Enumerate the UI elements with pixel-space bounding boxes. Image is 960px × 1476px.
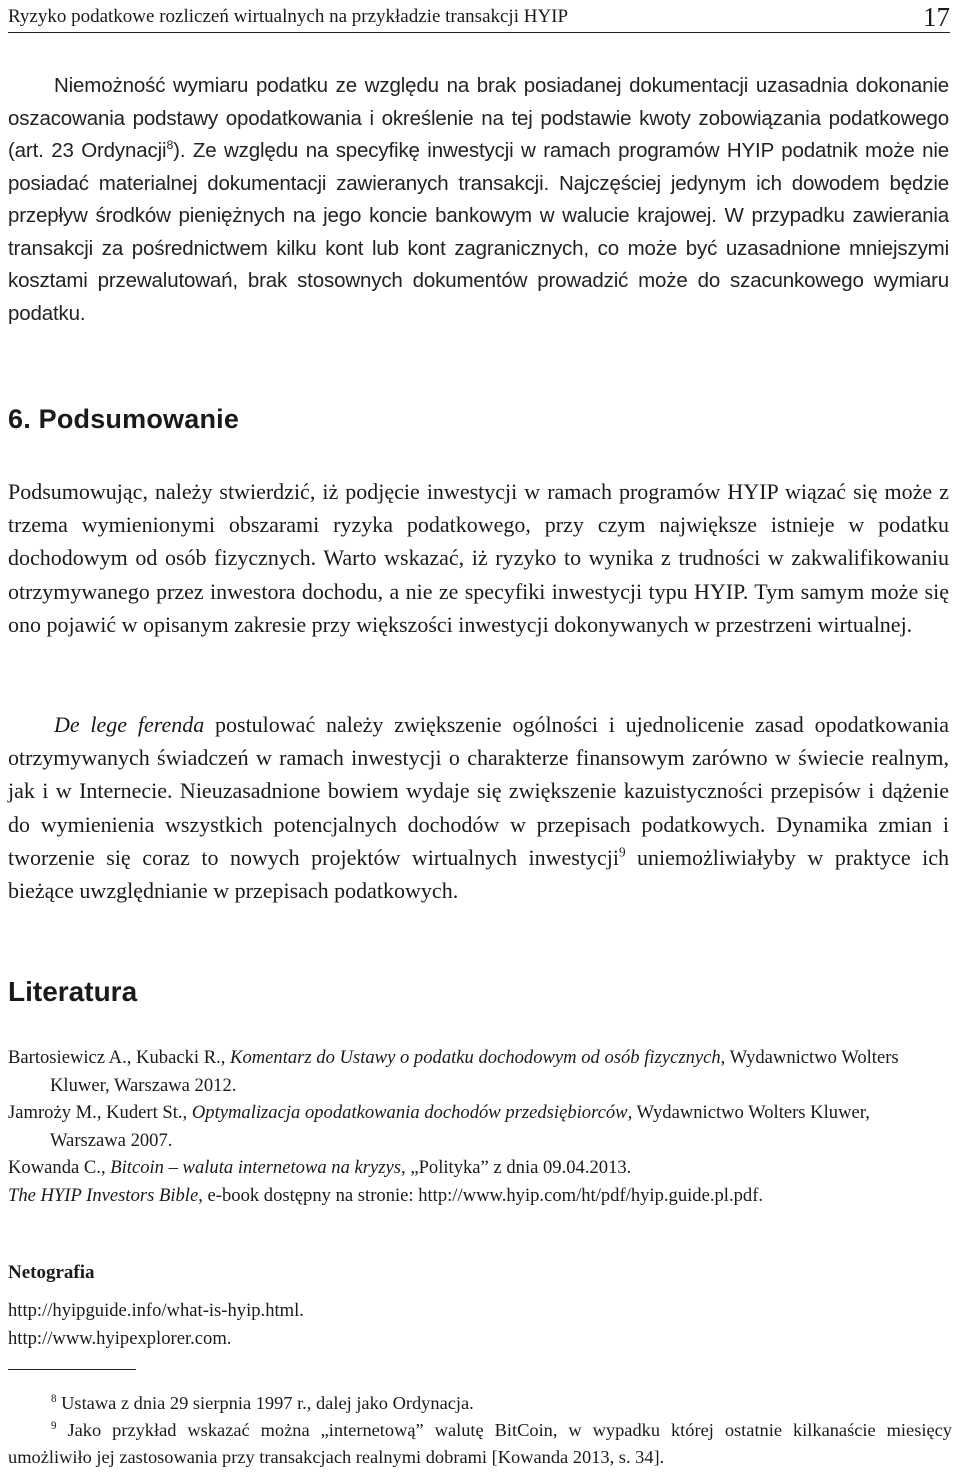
footnote-number: 9 [51, 1419, 57, 1432]
netography-list [8, 1297, 304, 1353]
bib-publisher: , e-book dostępny na stronie: http://www.hyip.com/ht/pdf/hyip.guide.pl.pdf. [198, 1184, 764, 1206]
summary-p2-text-a: postulować należy zwiększenie ogólności i ujednolicenie zasad opodatkowania otrzymywanych świadczeń w ramach inwestycji o charakterze finansowym zarówno w świecie realnym, jak i w Internecie. Nieuzasadnione bowiem wydaje się zwiększenie kazuistyczności przepisów i dążenie do wymienienia wszystkich potencjalnych dochodów w przepisach podatkowych. Dynamika zmian i tworzenie się coraz to nowych projektów wirtualnych inwestycji [8, 712, 949, 870]
netography-link[interactable]: http://www.hyipexplorer.com. [8, 1328, 232, 1349]
bib-authors: Bartosiewicz A., Kubacki R., [8, 1047, 231, 1068]
latin-phrase: De lege ferenda [54, 712, 205, 737]
literature-heading: Literatura [8, 976, 138, 1007]
running-header [8, 2, 950, 33]
footnote-9 [8, 1417, 952, 1471]
bibliography-list [8, 1044, 950, 1209]
footnote-separator [8, 1369, 136, 1370]
footnote-number: 8 [51, 1392, 57, 1405]
bib-title: Komentarz do Ustawy o podatku dochodowym od osób fizycznych [230, 1047, 721, 1068]
intro-text-a: Niemożność wymiaru podatku ze względu na brak posiadanej dokumentacji uzasadnia dokonanie oszacowania podstawy opodatkowania i określenie na tej podstawie kwoty zobowiązania podatkowego (art. 23 Ordynacji [8, 74, 949, 162]
bib-title: Optymalizacja opodatkowania dochodów przedsiębiorców [191, 1102, 628, 1123]
intro-paragraph [8, 70, 949, 330]
bibliography-item [8, 1099, 950, 1154]
running-title: Ryzyko podatkowe rozliczeń wirtualnych na przykładzie transakcji HYIP [8, 6, 569, 27]
bibliography-item [8, 1154, 950, 1182]
bib-title: The HYIP Investors Bible [8, 1184, 199, 1206]
footnotes [8, 1390, 952, 1471]
bib-authors: Jamroży M., Kudert St., [8, 1102, 192, 1123]
footnote-8 [8, 1390, 952, 1417]
footnote-ref-8[interactable]: 8 [166, 138, 174, 153]
footnote-text: Ustawa z dnia 29 sierpnia 1997 r., dalej jako Ordynacja. [61, 1393, 474, 1413]
summary-paragraph-2 [8, 708, 949, 907]
intro-text-b: ). Ze względu na specyfikę inwestycji w ramach programów HYIP podatnik może nie posiadać materialnej dokumentacji zawieranych transakcji. Najczęściej jedynym ich dowodem będzie przepływ środków pieniężnych na jego koncie bankowym w walucie krajowej. W przypadku zawierania transakcji za pośrednictwem kilku kont lub kont zagranicznych, co może być uzasadnione mniejszymi kosztami przewalutowań, brak stosownych dokumentów prowadzić może do szacunkowego wymiaru podatku. [8, 139, 949, 325]
bib-title: Bitcoin – waluta internetowa na kryzys [110, 1157, 402, 1178]
summary-paragraph-1: Podsumowując, należy stwierdzić, iż podjęcie inwestycji w ramach programów HYIP wiązać się może z trzema wymienionymi obszarami ryzyka podatkowego, przy czym największe istnieje w podatku dochodowym od osób fizycznych. Warto wskazać, iż ryzyko to wynika z trudności w zakwalifikowaniu otrzymywanego przez inwestora dochodu, a nie ze specyfiki inwestycji typu HYIP. Tym samym może się ono pojawić w opisanym zakresie przy większości inwestycji dokonywanych w przestrzeni wirtualnej. [8, 479, 949, 637]
bibliography-item [8, 1044, 950, 1099]
bib-publisher: , Wydawnictwo Wolters Kluwer, Warszawa 2007. [50, 1102, 870, 1151]
netography-heading: Netografia [8, 1262, 95, 1283]
bib-publisher: , Wydawnictwo Wolters Kluwer, Warszawa 2012. [50, 1047, 899, 1096]
bib-authors: Kowanda C., [8, 1157, 111, 1178]
footnote-text: Jako przykład wskazać można „internetową” walutę BitCoin, w wypadku której ostatnie kilkanaście miesięcy umożliwiło jej zastosowania przy transakcjach realnymi dobrami [Kowanda 2013, s. 34]. [8, 1420, 952, 1467]
footnote-ref-9[interactable]: 9 [618, 844, 626, 860]
bibliography-item [8, 1182, 950, 1210]
section-heading-summary: 6. Podsumowanie [8, 404, 240, 434]
summary-p2-text-b: uniemożliwiałyby w praktyce ich bieżące uwzględnianie w przepisach podatkowych. [8, 844, 949, 904]
bib-publisher: , „Polityka” z dnia 09.04.2013. [401, 1157, 632, 1178]
netography-link[interactable]: http://hyipguide.info/what-is-hyip.html. [8, 1300, 304, 1321]
page-number: 17 [923, 2, 950, 32]
